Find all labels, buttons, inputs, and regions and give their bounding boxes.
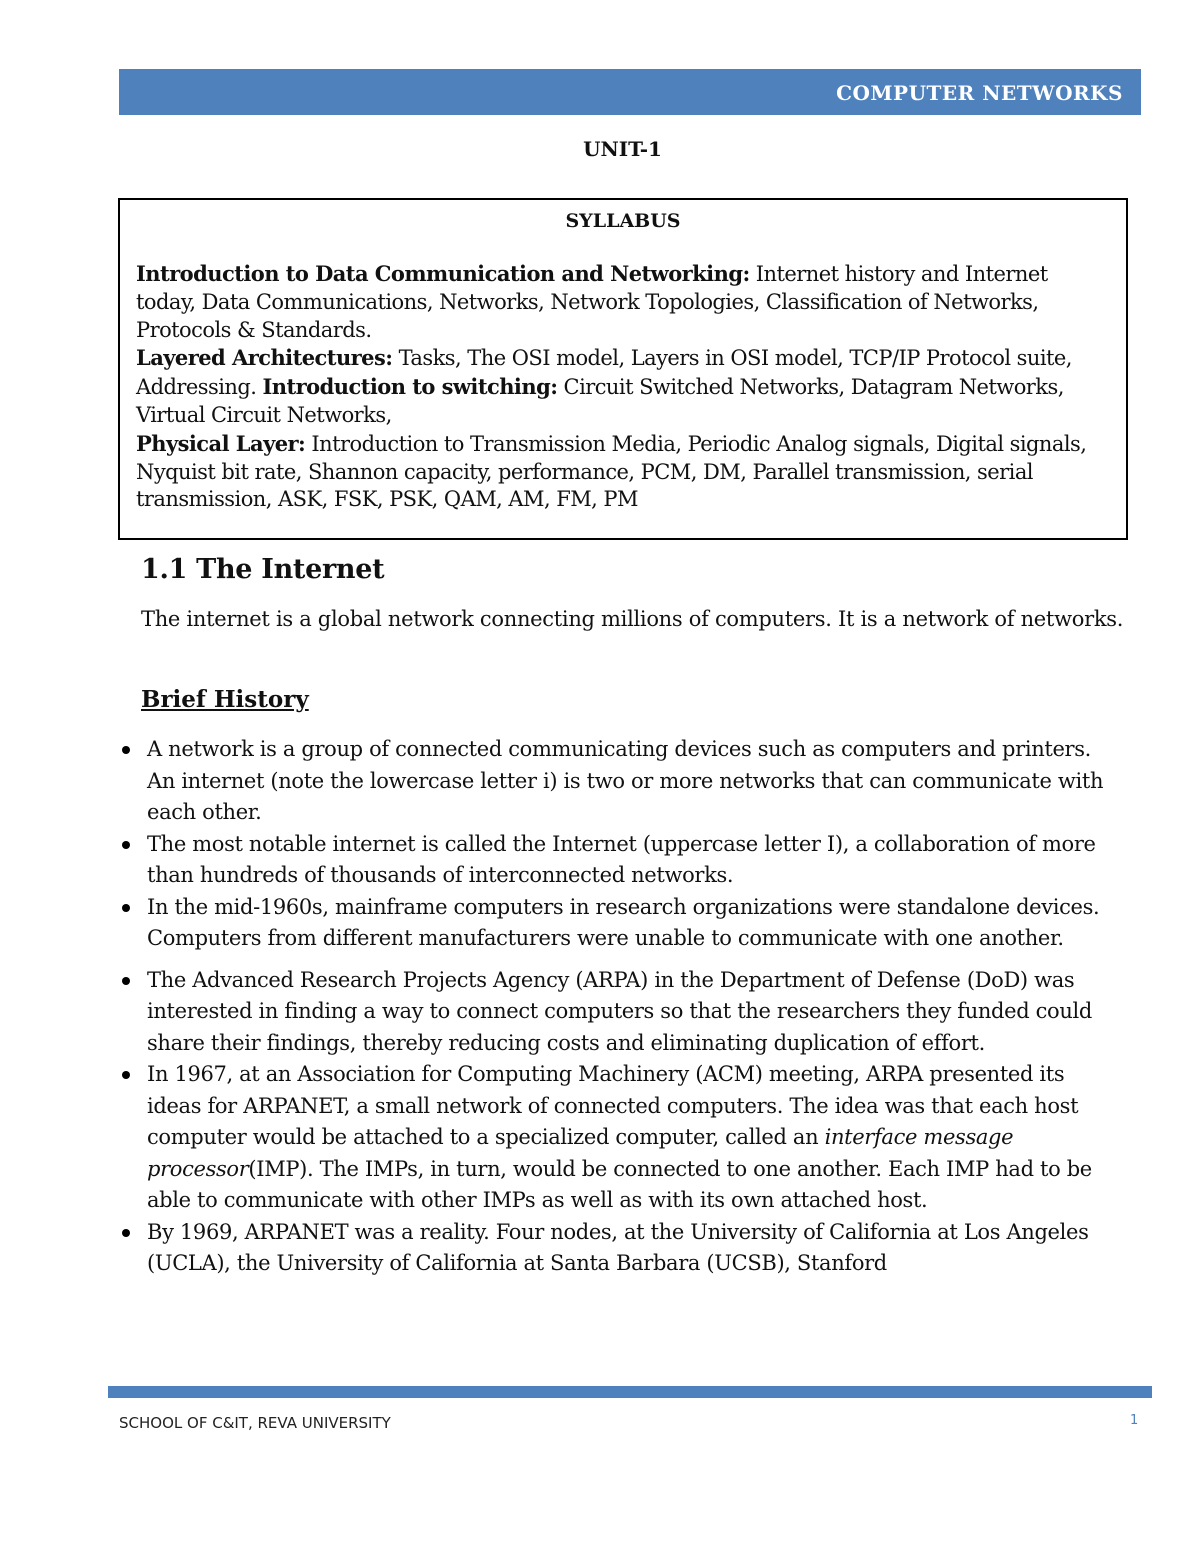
syllabus-label-physical: Physical Layer:: [136, 430, 306, 456]
bullet-text: In the mid-1960s, mainframe computers in research organizations were standalone devices. Computers from different manufacturers were unable to communicate with one another.: [147, 894, 1100, 950]
syllabus-text-switching: Circuit Switched Networks, Datagram Networks, Virtual Circuit Networks,: [136, 375, 1064, 427]
history-bullet-list: [120, 734, 1120, 1280]
syllabus-paragraph-intro: [136, 260, 1110, 344]
bullet-dot-icon: [122, 1071, 130, 1079]
bullet-dot-icon: [122, 1229, 130, 1237]
header-title: COMPUTER NETWORKS: [836, 81, 1123, 105]
list-item: [120, 829, 1120, 892]
bullet-dot-icon: [122, 841, 130, 849]
bullet-text: The most notable internet is called the Internet (uppercase letter I), a collaboration of more than hundreds of thousands of interconnected networks.: [147, 831, 1096, 887]
syllabus-label-intro: Introduction to Data Communication and Networking:: [136, 261, 750, 286]
bullet-dot-icon: [122, 746, 130, 754]
list-item: [120, 734, 1120, 829]
list-item: [120, 1059, 1120, 1217]
syllabus-text-intro: Internet history and Internet today, Data Communications, Networks, Network Topologies, Classification of Networks, Protocols & Standards.: [136, 262, 1048, 342]
syllabus-text-layered: Tasks, The OSI model, Layers in OSI model, TCP/IP Protocol suite, Addressing.: [136, 346, 1072, 400]
bullet-dot-icon: [122, 977, 130, 985]
bullet-text: In 1967, at an Association for Computing Machinery (ACM) meeting, ARPA presented its ideas for ARPANET, a small network of connected computers. The idea was that each host computer would be attached to a specialized computer, called an: [147, 1062, 1079, 1149]
bullet-dot-icon: [122, 904, 130, 912]
footer-school-name: SCHOOL OF C&IT, REVA UNIVERSITY: [119, 1414, 391, 1432]
list-item: [120, 965, 1120, 1060]
page-number: 1: [1130, 1413, 1139, 1428]
syllabus-paragraph-layered: [136, 344, 1110, 429]
syllabus-label-switching: Introduction to switching:: [262, 374, 558, 400]
intro-paragraph: The internet is a global network connecting millions of computers. It is a network of networks.: [141, 607, 1124, 631]
footer-bar: [108, 1386, 1152, 1398]
section-title: 1.1 The Internet: [141, 554, 385, 585]
list-item: [120, 1217, 1120, 1280]
syllabus-heading: SYLLABUS: [565, 210, 681, 232]
syllabus-text-physical: Introduction to Transmission Media, Periodic Analog signals, Digital signals, Nyquist bit rate, Shannon capacity, performance, PCM, DM, Parallel transmission, serial transmission, ASK, FSK, PSK, QAM, AM, FM, PM: [136, 431, 1087, 512]
bullet-text: By 1969, ARPANET was a reality. Four nodes, at the University of California at Los Angeles (UCLA), the University of California at Santa Barbara (UCSB), Stanford: [147, 1219, 1089, 1275]
bullet-emphasis: interface message processor: [147, 1125, 1014, 1181]
syllabus-box: [118, 198, 1128, 540]
bullet-text: The Advanced Research Projects Agency (ARPA) in the Department of Defense (DoD) was interested in finding a way to connect computers so that the researchers they funded could share their findings, thereby reducing costs and eliminating duplication of effort.: [147, 967, 1092, 1055]
list-item: [120, 892, 1120, 955]
bullet-text: A network is a group of connected communicating devices such as computers and printers. An internet (note the lowercase letter i) is two or more networks that can communicate with each other.: [147, 737, 1104, 824]
syllabus-label-layered: Layered Architectures:: [136, 345, 393, 371]
brief-history-heading: Brief History: [141, 686, 309, 713]
header-bar: [119, 69, 1141, 115]
syllabus-paragraph-physical: [136, 430, 1110, 514]
unit-title: UNIT-1: [583, 137, 662, 161]
bullet-text: (IMP). The IMPs, in turn, would be connected to one another. Each IMP had to be able to communicate with other IMPs as well as with its own attached host.: [147, 1156, 1092, 1212]
